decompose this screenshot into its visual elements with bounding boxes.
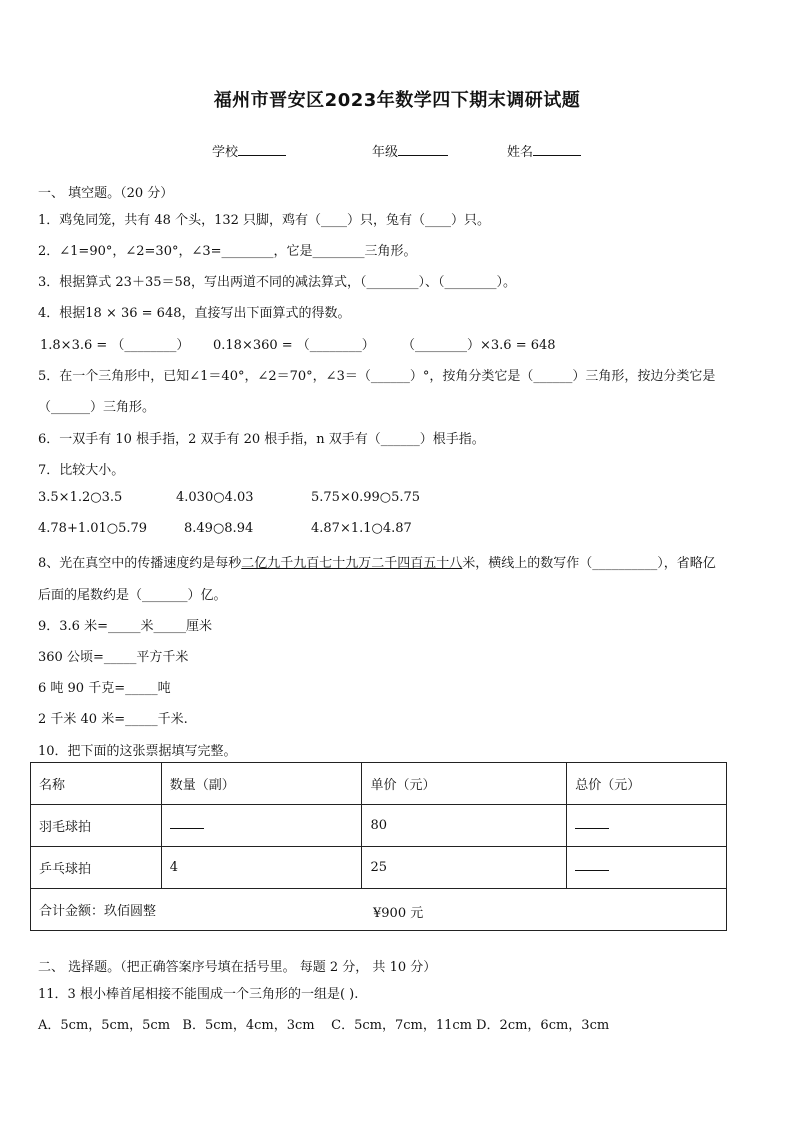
row-total-blank — [567, 805, 727, 847]
question-8-line-1 — [38, 552, 716, 571]
row-total-blank — [567, 847, 727, 889]
footer-label: 合计金额：玖佰圆整 — [39, 904, 157, 919]
header-quantity: 数量（副） — [161, 763, 362, 805]
header-total: 总价（元） — [567, 763, 727, 805]
receipt-table — [30, 762, 727, 931]
name-label: 姓名 — [507, 145, 534, 160]
question-4: 4．根据18 × 36 = 648，直接写出下面算式的得数。 — [38, 306, 351, 321]
question-8-prefix: 8、光在真空中的传播速度约是每秒 — [38, 556, 242, 571]
question-11: 11．3 根小棒首尾相接不能围成一个三角形的一组是( ). — [38, 987, 359, 1002]
name-blank — [533, 143, 581, 156]
fill-blank — [575, 860, 609, 871]
school-blank — [238, 143, 286, 156]
question-4-item-2: 0.18×360 = （________） — [213, 338, 375, 353]
row-unit-price: 80 — [362, 805, 567, 847]
question-7: 7．比较大小。 — [38, 463, 125, 478]
question-9-line-3: 6 吨 90 千克=_____吨 — [38, 681, 171, 696]
question-8-underlined-number: 二亿九千九百七十九万二千四百五十八 — [241, 556, 463, 571]
table-row — [31, 805, 727, 847]
compare-item: 4.78+1.01○5.79 — [38, 521, 148, 536]
section-1-heading: 一、 填空题。（20 分） — [38, 186, 174, 201]
grade-blank — [398, 143, 448, 156]
row-name: 羽毛球拍 — [31, 805, 162, 847]
compare-item: 3.5×1.2○3.5 — [38, 490, 123, 505]
fill-blank — [170, 818, 204, 829]
header-name: 名称 — [31, 763, 162, 805]
row-quantity: 4 — [161, 847, 362, 889]
table-footer-row — [31, 889, 727, 931]
footer-cell — [31, 889, 727, 931]
school-field — [212, 141, 286, 160]
question-10: 10．把下面的这张票据填写完整。 — [38, 744, 237, 759]
question-9-line-4: 2 千米 40 米=_____千米. — [38, 712, 188, 727]
grade-label: 年级 — [372, 145, 399, 160]
question-11-options: A．5cm，5cm，5cm B．5cm，4cm，3cm C．5cm，7cm，11cm D．2cm，6cm，3cm — [38, 1018, 610, 1033]
question-8-line-2: 后面的尾数约是（_______）亿。 — [38, 588, 227, 603]
question-3: 3．根据算式 23＋35＝58，写出两道不同的减法算式，（________）、（________）。 — [38, 275, 517, 290]
name-field — [507, 141, 581, 160]
question-9-line-1: 9．3.6 米=_____米_____厘米 — [38, 619, 212, 634]
compare-item: 4.030○4.03 — [176, 490, 254, 505]
compare-item: 8.49○8.94 — [184, 521, 254, 536]
question-5-line-2: （______）三角形。 — [38, 400, 156, 415]
footer-value: ¥900 元 — [373, 906, 424, 921]
page-title: 福州市晋安区2023年数学四下期末调研试题 — [213, 90, 581, 111]
row-quantity-blank — [161, 805, 362, 847]
question-9-line-2: 360 公顷=_____平方千米 — [38, 650, 189, 665]
row-name: 乒乓球拍 — [31, 847, 162, 889]
question-8-suffix: 米，横线上的数写作（__________），省略亿 — [462, 556, 716, 571]
table-row — [31, 847, 727, 889]
compare-item: 4.87×1.1○4.87 — [311, 521, 412, 536]
section-2-heading: 二、 选择题。（把正确答案序号填在括号里。 每题 2 分， 共 10 分） — [38, 960, 437, 975]
question-1: 1．鸡兔同笼，共有 48 个头，132 只脚，鸡有（____）只，兔有（____）只。 — [38, 213, 491, 228]
question-6: 6．一双手有 10 根手指，2 双手有 20 根手指，n 双手有（______）根手指。 — [38, 432, 485, 447]
grade-field — [372, 141, 448, 160]
row-unit-price: 25 — [362, 847, 567, 889]
compare-item: 5.75×0.99○5.75 — [311, 490, 421, 505]
header-unit-price: 单价（元） — [362, 763, 567, 805]
question-2: 2．∠1=90°，∠2=30°，∠3=________，它是________三角形。 — [38, 244, 417, 259]
fill-blank — [575, 818, 609, 829]
table-header-row — [31, 763, 727, 805]
question-4-item-3: （________）×3.6 = 648 — [402, 338, 556, 353]
question-4-item-1: 1.8×3.6 = （________） — [40, 338, 190, 353]
school-label: 学校 — [212, 145, 239, 160]
question-5-line-1: 5．在一个三角形中，已知∠1＝40°，∠2＝70°，∠3＝（______）°，按角分类它是（______）三角形，按边分类它是 — [38, 369, 716, 384]
